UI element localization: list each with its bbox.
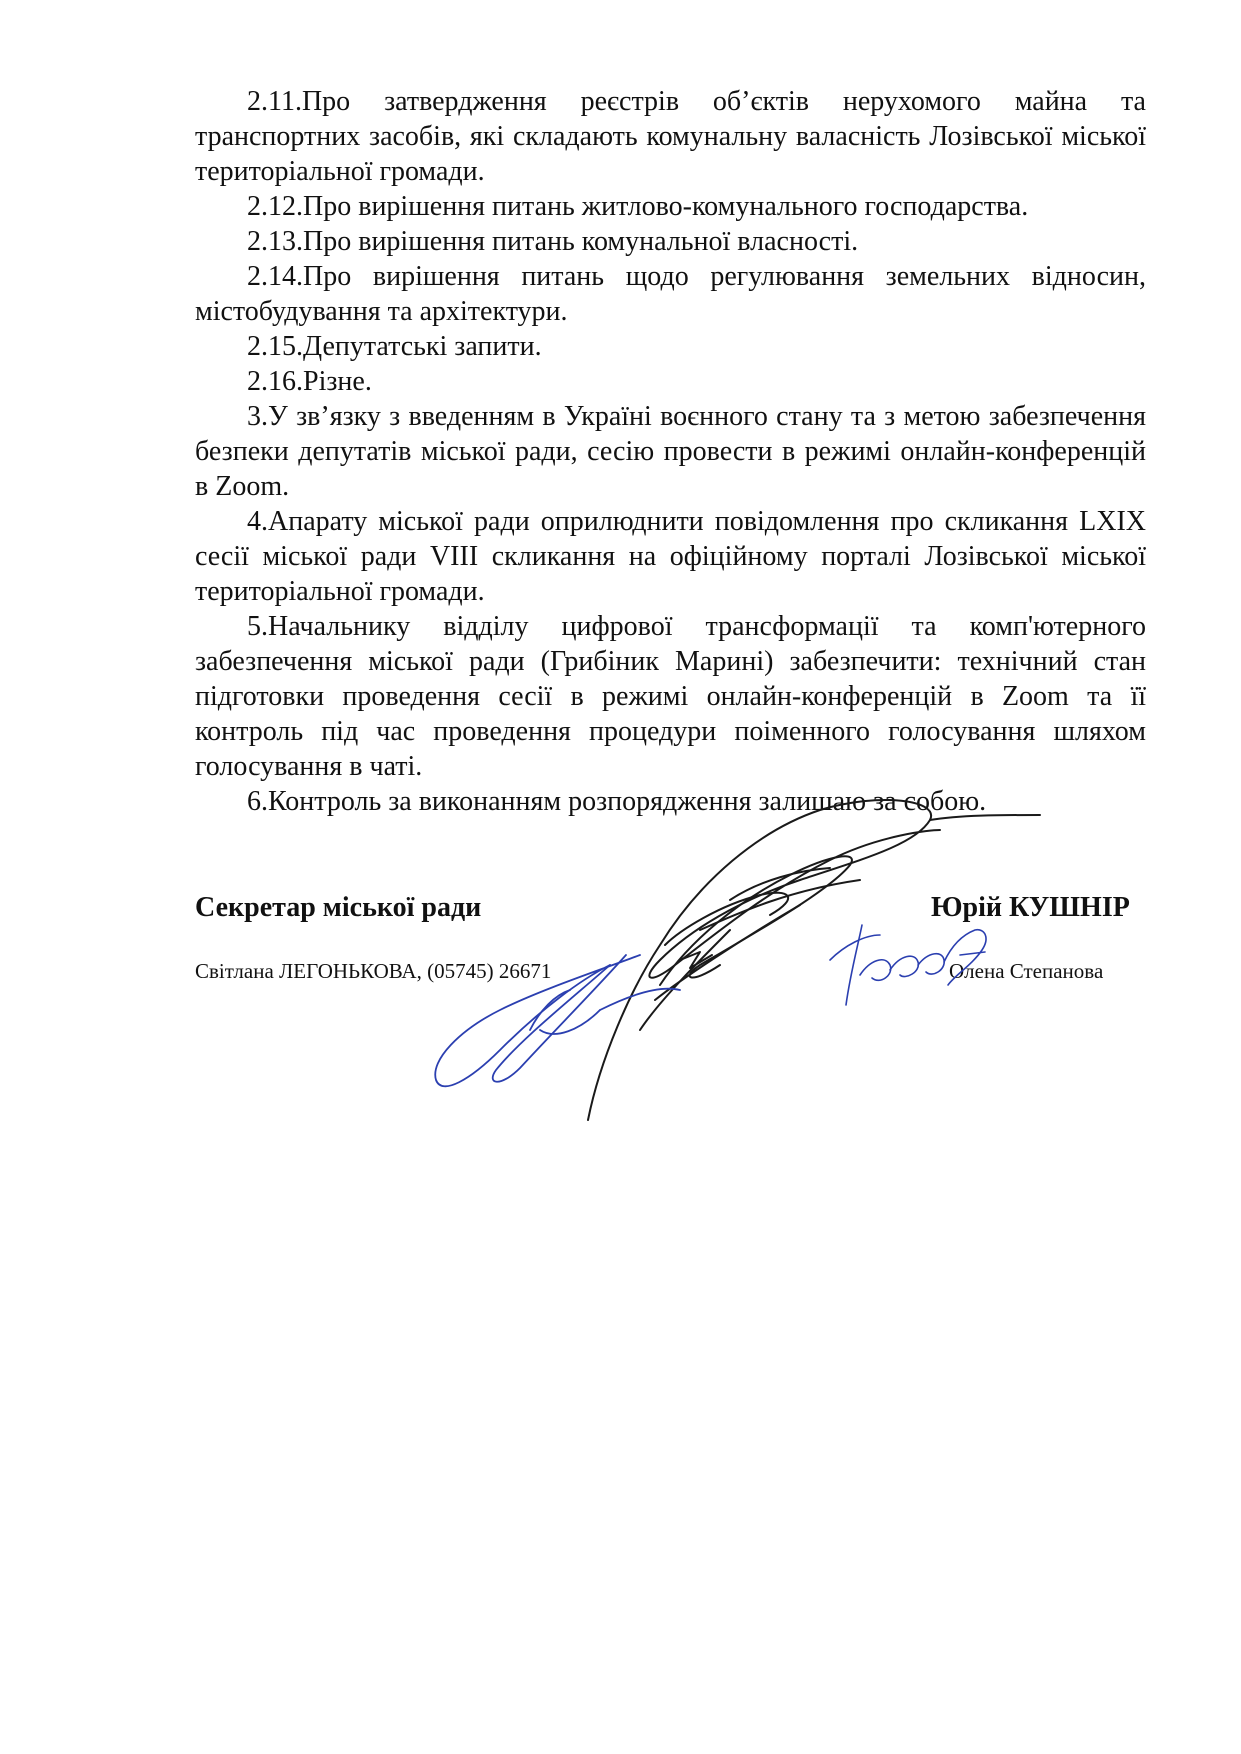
- approver-name: Олена Степанова: [949, 959, 1104, 983]
- document-body: [195, 84, 1146, 819]
- paragraph-2-12: 2.12.Про вирішення питань житлово-комунального господарства.: [247, 191, 1029, 222]
- paragraph-2-14: 2.14.Про вирішення питань щодо регулювання земельних відносин, містобудування та архітектури.: [195, 261, 1146, 327]
- paragraph-3: 3.У зв’язку з введенням в Україні воєнного стану та з метою забезпечення безпеки депутатів міської ради, сесію провести в режимі онлайн-конференцій в Zoom.: [195, 401, 1146, 502]
- paragraph-2-16: 2.16.Різне.: [247, 366, 372, 397]
- paragraph-6: 6.Контроль за виконанням розпорядження залишаю за собою.: [247, 786, 987, 817]
- paragraph-2-13: 2.13.Про вирішення питань комунальної власності.: [247, 226, 859, 257]
- paragraph-2-15: 2.15.Депутатські запити.: [247, 331, 542, 362]
- executor-contact: Світлана ЛЕГОНЬКОВА, (05745) 26671: [195, 959, 552, 983]
- paragraph-5: 5.Начальнику відділу цифрової трансформації та комп'ютерного забезпечення міської ради (Грибiник Марині) забезпечити: технічний стан підготовки проведення сесії в режимі онлайн-конференцій в Zoom та її контроль під час проведення процедури поіменного голосування шляхом голосування в чаті.: [195, 611, 1146, 782]
- signatory-title: Секретар міської ради: [195, 892, 482, 923]
- paragraph-4: 4.Апарату міської ради оприлюднити повідомлення про скликання LXIX сесії міської ради VIII скликання на офіційному порталі Лозівської міської територіальної громади.: [195, 506, 1146, 607]
- signatory-name: Юрій КУШНІР: [931, 892, 1130, 923]
- paragraph-2-11: 2.11.Про затвердження реєстрів об’єктів нерухомого майна та транспортних засобів, які складають комунальну валасність Лозівської міської територіальної громади.: [195, 86, 1146, 187]
